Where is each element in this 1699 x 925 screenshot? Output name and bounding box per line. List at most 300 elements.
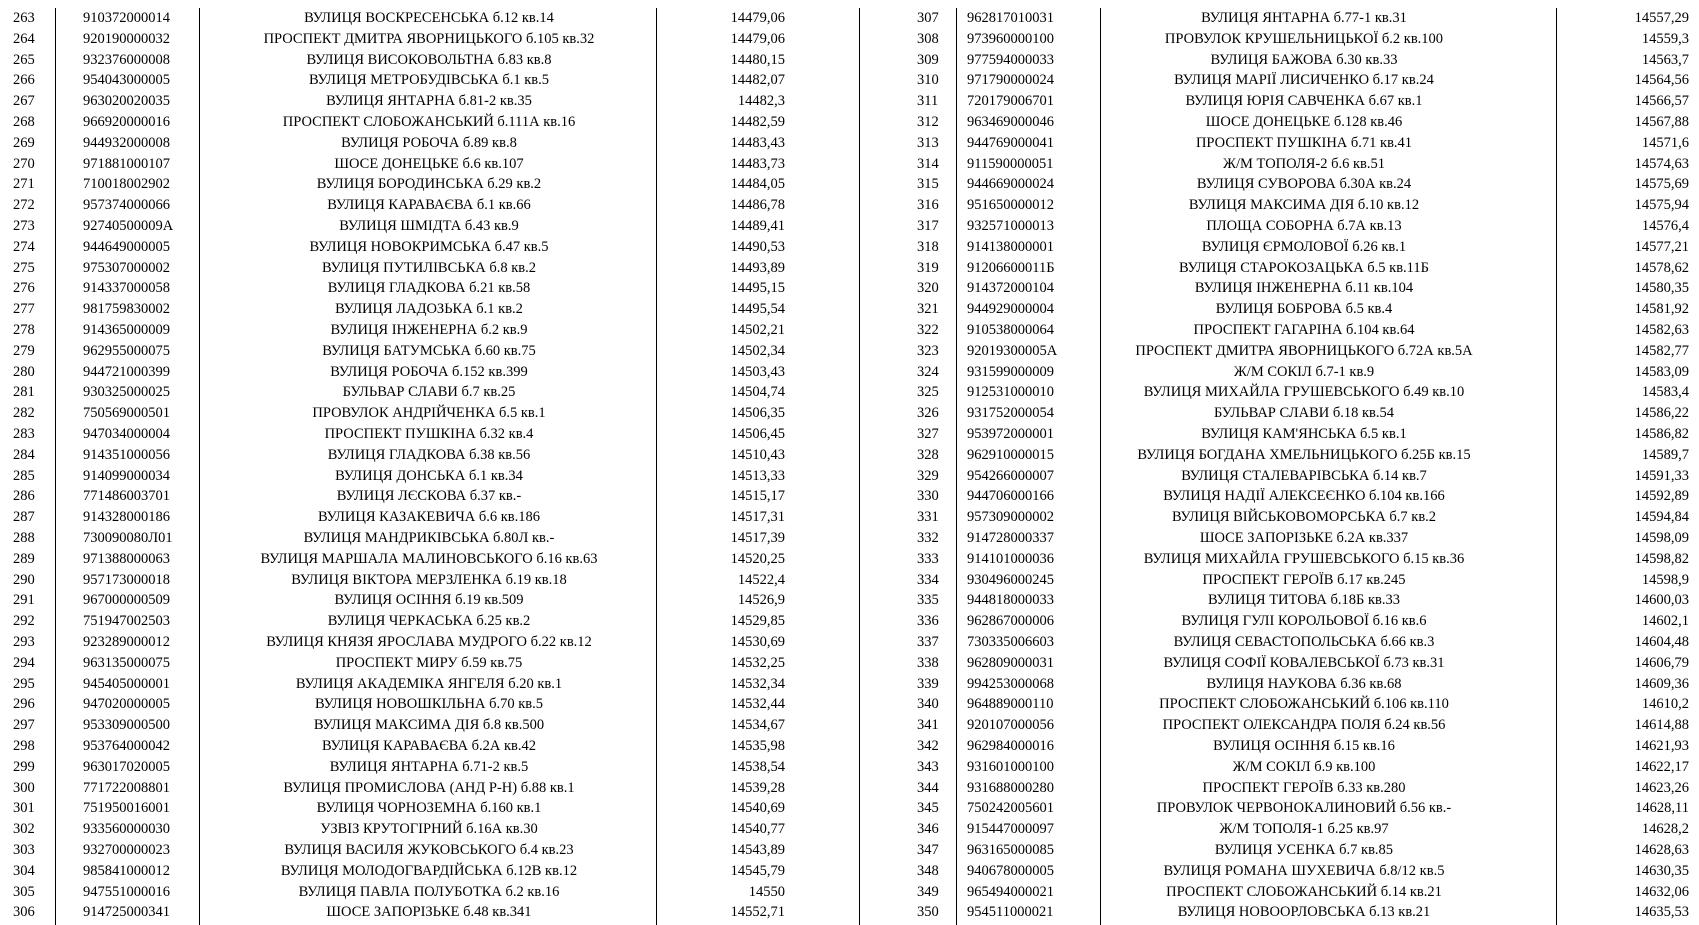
right-table xyxy=(889,8,1699,925)
amount: 14517,31 xyxy=(730,509,785,526)
address: ВУЛИЦЯ ЯНТАРНА б.77-1 кв.31 xyxy=(1201,10,1407,26)
row-number: 280 xyxy=(13,363,35,380)
row-number: 287 xyxy=(13,509,35,526)
account-number: 914101000036 xyxy=(967,550,1054,567)
amount: 14574,63 xyxy=(1634,155,1689,172)
row-number: 349 xyxy=(917,883,939,900)
row-number: 319 xyxy=(917,259,939,276)
account-number: 931601000100 xyxy=(967,758,1054,775)
address: ПРОСПЕКТ СЛОБОЖАНСЬКИЙ б.106 кв.110 xyxy=(1159,696,1449,713)
row-number: 264 xyxy=(13,30,35,47)
account-number: 911590000051 xyxy=(967,155,1054,172)
row-number: 336 xyxy=(917,613,939,630)
account-number: 977594000033 xyxy=(967,51,1054,68)
table-row xyxy=(889,778,1699,799)
table-row xyxy=(889,320,1699,341)
address: ВУЛИЦЯ ВІЙСЬКОВОМОРСЬКА б.7 кв.2 xyxy=(1171,509,1437,526)
amount: 14580,35 xyxy=(1634,280,1689,297)
account-number: 751950016001 xyxy=(83,800,170,817)
row-number: 276 xyxy=(13,280,35,297)
row-number: 331 xyxy=(917,509,939,526)
address: ВУЛИЦЯ АКАДЕМІКА ЯНГЕЛЯ б.20 кв.1 xyxy=(295,675,563,692)
table-row xyxy=(0,466,860,487)
table-row xyxy=(889,8,1699,29)
row-number: 310 xyxy=(917,72,939,89)
amount: 14495,15 xyxy=(730,280,785,297)
account-number: 910538000064 xyxy=(967,322,1054,338)
amount: 14564,56 xyxy=(1634,72,1689,89)
table-row xyxy=(0,778,860,799)
account-number: 944669000024 xyxy=(967,176,1054,193)
table-row xyxy=(889,362,1699,383)
table-row xyxy=(0,507,860,528)
table-row xyxy=(0,902,860,923)
table-row xyxy=(0,237,860,258)
account-number: 971790000024 xyxy=(967,72,1054,89)
amount: 14632,06 xyxy=(1634,883,1689,900)
account-number: 940678000005 xyxy=(967,862,1054,879)
table-row xyxy=(889,549,1699,570)
row-number: 277 xyxy=(13,301,35,318)
address: УЗВІЗ КРУТОГІРНИЙ б.16А кв.30 xyxy=(320,821,538,838)
address: ВУЛИЦЯ ГУЛІ КОРОЛЬОВОЇ б.16 кв.6 xyxy=(1181,613,1427,630)
account-number: 963020020035 xyxy=(83,93,170,110)
address: ВУЛИЦЯ ТИТОВА б.18Б кв.33 xyxy=(1208,592,1400,609)
table-row xyxy=(0,840,860,861)
amount: 14486,78 xyxy=(730,197,785,214)
row-number: 295 xyxy=(13,675,35,692)
address: ВУЛИЦЯ БОГДАНА ХМЕЛЬНИЦЬКОГО б.25Б кв.15 xyxy=(1137,446,1471,463)
address: БУЛЬВАР СЛАВИ б.18 кв.54 xyxy=(1213,405,1395,422)
table-row xyxy=(889,258,1699,279)
amount: 14575,94 xyxy=(1634,197,1689,214)
address: ВУЛИЦЯ МИХАЙЛА ГРУШЕВСЬКОГО б.49 кв.10 xyxy=(1143,384,1465,401)
account-number: 92019300005А xyxy=(967,342,1058,359)
address: ВУЛИЦЯ ІНЖЕНЕРНА б.2 кв.9 xyxy=(330,322,528,338)
row-number: 312 xyxy=(917,114,939,130)
amount: 14517,39 xyxy=(730,530,785,546)
account-number: 981759830002 xyxy=(83,301,170,318)
amount: 14583,4 xyxy=(1641,384,1689,401)
account-number: 931752000054 xyxy=(967,405,1054,422)
account-number: 962984000016 xyxy=(967,738,1054,754)
table-row xyxy=(0,133,860,154)
account-number: 932376000008 xyxy=(83,51,170,68)
amount: 14495,54 xyxy=(730,301,785,318)
row-number: 271 xyxy=(13,176,35,193)
table-row xyxy=(889,798,1699,819)
table-row xyxy=(889,861,1699,882)
table-row xyxy=(0,882,860,903)
account-number: 933560000030 xyxy=(83,821,170,838)
amount: 14526,9 xyxy=(737,592,785,609)
address: ВУЛИЦЯ МАКСИМА ДІЯ б.8 кв.500 xyxy=(313,717,545,734)
address: ВУЛИЦЯ СТАЛЕВАРІВСЬКА б.14 кв.7 xyxy=(1181,467,1427,484)
row-number: 281 xyxy=(13,384,35,401)
account-number: 914372000104 xyxy=(967,280,1054,297)
account-number: 966920000016 xyxy=(83,114,170,130)
account-number: 957173000018 xyxy=(83,571,170,588)
row-number: 317 xyxy=(917,218,939,234)
amount: 14598,9 xyxy=(1641,571,1689,588)
account-number: 944769000041 xyxy=(967,134,1054,151)
account-number: 771722008801 xyxy=(83,779,170,796)
row-number: 320 xyxy=(917,280,939,297)
account-number: 963165000085 xyxy=(967,842,1054,858)
account-number: 730335006603 xyxy=(967,634,1054,650)
address: ВУЛИЦЯ НОВОШКІЛЬНА б.70 кв.5 xyxy=(314,696,544,713)
address: ВУЛИЦЯ ОСІННЯ б.19 кв.509 xyxy=(334,592,524,609)
table-row xyxy=(889,50,1699,71)
address: ВУЛИЦЯ ІНЖЕНЕРНА б.11 кв.104 xyxy=(1194,280,1414,297)
amount: 14543,89 xyxy=(730,842,785,858)
row-number: 286 xyxy=(13,488,35,505)
left-table xyxy=(0,8,860,925)
table-row xyxy=(0,382,860,403)
address: Ж/М СОКІЛ б.9 кв.100 xyxy=(1232,758,1376,775)
row-number: 340 xyxy=(917,696,939,713)
table-row xyxy=(0,570,860,591)
address: ВУЛИЦЯ ЛАДОЗЬКА б.1 кв.2 xyxy=(335,301,523,318)
row-number: 307 xyxy=(917,10,939,26)
account-number: 944929000004 xyxy=(967,301,1054,318)
row-number: 322 xyxy=(917,322,939,338)
address: ВУЛИЦЯ СЕВАСТОПОЛЬСЬКА б.66 кв.3 xyxy=(1173,634,1435,650)
amount: 14622,17 xyxy=(1634,758,1689,775)
row-number: 342 xyxy=(917,738,939,754)
table-row xyxy=(889,528,1699,549)
account-number: 963469000046 xyxy=(967,114,1054,130)
row-number: 272 xyxy=(13,197,35,214)
amount: 14502,34 xyxy=(730,342,785,359)
account-number: 957309000002 xyxy=(967,509,1054,526)
address: ВУЛИЦЯ ВОСКРЕСЕНСЬКА б.12 кв.14 xyxy=(304,10,554,26)
account-number: 931688000280 xyxy=(967,779,1054,796)
row-number: 275 xyxy=(13,259,35,276)
address: ВУЛИЦЯ ГЛАДКОВА б.21 кв.58 xyxy=(327,280,531,297)
address: ПРОВУЛОК АНДРІЙЧЕНКА б.5 кв.1 xyxy=(312,405,546,422)
row-number: 333 xyxy=(917,550,939,567)
amount: 14484,05 xyxy=(730,176,785,193)
address: ВУЛИЦЯ ЛЄСКОВА б.37 кв.- xyxy=(336,488,522,505)
amount: 14563,7 xyxy=(1641,51,1689,68)
table-row xyxy=(889,674,1699,695)
amount: 14600,03 xyxy=(1634,592,1689,609)
row-number: 290 xyxy=(13,571,35,588)
account-number: 944932000008 xyxy=(83,134,170,151)
address: ВУЛИЦЯ УСЕНКА б.7 кв.85 xyxy=(1214,842,1394,858)
account-number: 914365000009 xyxy=(83,322,170,338)
address: ВУЛИЦЯ ДОНСЬКА б.1 кв.34 xyxy=(335,467,523,484)
amount: 14513,33 xyxy=(730,467,785,484)
table-row xyxy=(0,195,860,216)
address: ВУЛИЦЯ СУВОРОВА б.30А кв.24 xyxy=(1196,176,1412,193)
table-row xyxy=(889,91,1699,112)
address: ВУЛИЦЯ ШМІДТА б.43 кв.9 xyxy=(339,218,519,234)
account-number: 954511000021 xyxy=(967,904,1054,921)
account-number: 944649000005 xyxy=(83,238,170,255)
amount: 14582,63 xyxy=(1634,322,1689,338)
table-row xyxy=(0,445,860,466)
table-row xyxy=(889,694,1699,715)
row-number: 273 xyxy=(13,218,35,234)
account-number: 914725000341 xyxy=(83,904,170,921)
amount: 14586,82 xyxy=(1634,426,1689,442)
amount: 14483,73 xyxy=(730,155,785,172)
row-number: 289 xyxy=(13,550,35,567)
account-number: 710018002902 xyxy=(83,176,170,193)
table-row xyxy=(889,757,1699,778)
account-number: 910372000014 xyxy=(83,10,170,26)
address: ПРОВУЛОК КРУШЕЛЬНИЦЬКОЇ б.2 кв.100 xyxy=(1164,30,1444,47)
row-number: 341 xyxy=(917,717,939,734)
address: ШОСЕ ЗАПОРІЗЬКЕ б.2А кв.337 xyxy=(1199,530,1409,546)
table-row xyxy=(889,424,1699,445)
row-number: 294 xyxy=(13,654,35,671)
table-row xyxy=(889,299,1699,320)
amount: 14482,07 xyxy=(730,72,785,89)
table-row xyxy=(889,819,1699,840)
row-number: 305 xyxy=(13,883,35,900)
account-number: 914351000056 xyxy=(83,446,170,463)
table-row xyxy=(889,382,1699,403)
amount: 14529,85 xyxy=(730,613,785,630)
address: ВУЛИЦЯ ВИСОКОВОЛЬТНА б.83 кв.8 xyxy=(306,51,552,68)
account-number: 962955000075 xyxy=(83,342,170,359)
row-number: 285 xyxy=(13,467,35,484)
amount: 14520,25 xyxy=(730,550,785,567)
row-number: 339 xyxy=(917,675,939,692)
amount: 14482,59 xyxy=(730,114,785,130)
row-number: 306 xyxy=(13,904,35,921)
address: ВУЛИЦЯ КАЗАКЕВИЧА б.6 кв.186 xyxy=(317,509,541,526)
address: ПРОСПЕКТ МИРУ б.59 кв.75 xyxy=(335,654,523,671)
address: ПРОСПЕКТ ОЛЕКСАНДРА ПОЛЯ б.24 кв.56 xyxy=(1162,717,1446,734)
table-row xyxy=(0,174,860,195)
amount: 14532,34 xyxy=(730,675,785,692)
amount: 14609,36 xyxy=(1634,675,1689,692)
table-row xyxy=(889,611,1699,632)
amount: 14591,33 xyxy=(1634,467,1689,484)
amount: 14628,2 xyxy=(1641,821,1689,838)
amount: 14567,88 xyxy=(1634,114,1689,130)
table-row xyxy=(889,507,1699,528)
account-number: 962867000006 xyxy=(967,613,1054,630)
table-row xyxy=(0,528,860,549)
account-number: 920107000056 xyxy=(967,717,1054,734)
account-number: 730090080Л01 xyxy=(83,530,173,546)
amount: 14566,57 xyxy=(1634,93,1689,110)
account-number: 920190000032 xyxy=(83,30,170,47)
row-number: 325 xyxy=(917,384,939,401)
table-row xyxy=(0,50,860,71)
address: ПЛОЩА СОБОРНА б.7А кв.13 xyxy=(1206,218,1402,234)
address: ВУЛИЦЯ ЧЕРКАСЬКА б.25 кв.2 xyxy=(327,613,531,630)
address: ВУЛИЦЯ ГЛАДКОВА б.38 кв.56 xyxy=(327,446,531,463)
table-row xyxy=(0,341,860,362)
row-number: 324 xyxy=(917,363,939,380)
account-number: 751947002503 xyxy=(83,613,170,630)
amount: 14621,93 xyxy=(1634,738,1689,754)
address: ВУЛИЦЯ СОФІЇ КОВАЛЕВСЬКОЇ б.73 кв.31 xyxy=(1163,654,1445,671)
table-row xyxy=(0,29,860,50)
amount: 14594,84 xyxy=(1634,509,1689,526)
amount: 14581,92 xyxy=(1634,301,1689,318)
address: ВУЛИЦЯ МИХАЙЛА ГРУШЕВСЬКОГО б.15 кв.36 xyxy=(1143,550,1465,567)
row-number: 282 xyxy=(13,405,35,422)
address: ВУЛИЦЯ НОВОКРИМСЬКА б.47 кв.5 xyxy=(309,238,549,255)
amount: 14628,11 xyxy=(1635,800,1689,817)
row-number: 314 xyxy=(917,155,939,172)
amount: 14602,1 xyxy=(1641,613,1689,630)
address: ВУЛИЦЯ ОСІННЯ б.15 кв.16 xyxy=(1213,738,1395,754)
account-number: 957374000066 xyxy=(83,197,170,214)
address: ПРОСПЕКТ ГЕРОЇВ б.33 кв.280 xyxy=(1202,779,1406,796)
amount: 14550 xyxy=(748,883,785,900)
amount: 14604,48 xyxy=(1634,634,1689,650)
amount: 14482,3 xyxy=(737,93,785,110)
row-number: 313 xyxy=(917,134,939,151)
account-number: 914728000337 xyxy=(967,530,1054,546)
account-number: 915447000097 xyxy=(967,821,1054,838)
address: ПРОСПЕКТ ГАГАРІНА б.104 кв.64 xyxy=(1193,322,1415,338)
row-number: 302 xyxy=(13,821,35,838)
row-number: 267 xyxy=(13,93,35,110)
amount: 14483,43 xyxy=(730,134,785,151)
account-number: 971881000107 xyxy=(83,155,170,172)
amount: 14578,62 xyxy=(1634,259,1689,276)
address: ВУЛИЦЯ РОБОЧА б.152 кв.399 xyxy=(330,363,528,380)
address: ВУЛИЦЯ НОВООРЛОВСЬКА б.13 кв.21 xyxy=(1177,904,1431,921)
account-number: 720179006701 xyxy=(967,93,1054,110)
amount: 14479,06 xyxy=(730,30,785,47)
account-number: 947034000004 xyxy=(83,426,170,442)
account-number: 92740500009А xyxy=(83,218,174,234)
table-row xyxy=(889,133,1699,154)
address: БУЛЬВАР СЛАВИ б.7 кв.25 xyxy=(342,384,516,401)
amount: 14582,77 xyxy=(1634,342,1689,359)
account-number: 963135000075 xyxy=(83,654,170,671)
address: ПРОСПЕКТ ДМИТРА ЯВОРНИЦЬКОГО б.105 кв.32 xyxy=(263,30,595,47)
amount: 14552,71 xyxy=(730,904,785,921)
table-row xyxy=(0,8,860,29)
account-number: 967000000509 xyxy=(83,592,170,609)
table-row xyxy=(889,403,1699,424)
row-number: 266 xyxy=(13,72,35,89)
amount: 14540,69 xyxy=(730,800,785,817)
address: ВУЛИЦЯ ЧОРНОЗЕМНА б.160 кв.1 xyxy=(316,800,542,817)
address: ПРОСПЕКТ ПУШКІНА б.32 кв.4 xyxy=(324,426,534,442)
row-number: 297 xyxy=(13,717,35,734)
address: ВУЛИЦЯ МОЛОДОГВАРДІЙСЬКА б.12В кв.12 xyxy=(280,862,578,879)
row-number: 337 xyxy=(917,634,939,650)
account-number: 954266000007 xyxy=(967,467,1054,484)
account-number: 985841000012 xyxy=(83,862,170,879)
row-number: 327 xyxy=(917,426,939,442)
amount: 14586,22 xyxy=(1634,405,1689,422)
amount: 14592,89 xyxy=(1634,488,1689,505)
row-number: 334 xyxy=(917,571,939,588)
amount: 14540,77 xyxy=(730,821,785,838)
account-number: 930325000025 xyxy=(83,384,170,401)
address: ВУЛИЦЯ БОРОДИНСЬКА б.29 кв.2 xyxy=(316,176,542,193)
row-number: 292 xyxy=(13,613,35,630)
amount: 14576,4 xyxy=(1641,218,1689,234)
table-row xyxy=(889,174,1699,195)
amount: 14532,44 xyxy=(730,696,785,713)
account-number: 953764000042 xyxy=(83,738,170,754)
account-number: 932571000013 xyxy=(967,218,1054,234)
amount: 14598,82 xyxy=(1634,550,1689,567)
row-number: 343 xyxy=(917,758,939,775)
table-row xyxy=(889,341,1699,362)
account-number: 994253000068 xyxy=(967,675,1054,692)
account-number: 944818000033 xyxy=(967,592,1054,609)
row-number: 270 xyxy=(13,155,35,172)
address: ВУЛИЦЯ КАМ'ЯНСЬКА б.5 кв.1 xyxy=(1201,426,1407,442)
row-number: 263 xyxy=(13,10,35,26)
amount: 14589,7 xyxy=(1641,446,1689,463)
amount: 14559,3 xyxy=(1641,30,1689,47)
amount: 14504,74 xyxy=(730,384,785,401)
amount: 14510,43 xyxy=(730,446,785,463)
address: ПРОСПЕКТ ДМИТРА ЯВОРНИЦЬКОГО б.72А кв.5А xyxy=(1135,342,1473,359)
row-number: 300 xyxy=(13,779,35,796)
account-number: 914138000001 xyxy=(967,238,1054,255)
address: ШОСЕ ДОНЕЦЬКЕ б.128 кв.46 xyxy=(1205,114,1403,130)
account-number: 962809000031 xyxy=(967,654,1054,671)
address: ВУЛИЦЯ ЮРІЯ САВЧЕНКА б.67 кв.1 xyxy=(1185,93,1423,110)
row-number: 308 xyxy=(917,30,939,47)
address: ВУЛИЦЯ БАЖОВА б.30 кв.33 xyxy=(1210,51,1398,68)
row-number: 350 xyxy=(917,904,939,921)
table-row xyxy=(0,757,860,778)
address: ПРОСПЕКТ ГЕРОЇВ б.17 кв.245 xyxy=(1202,571,1406,588)
amount: 14538,54 xyxy=(730,758,785,775)
row-number: 269 xyxy=(13,134,35,151)
row-number: 303 xyxy=(13,842,35,858)
table-row xyxy=(0,798,860,819)
account-number: 953309000500 xyxy=(83,717,170,734)
row-number: 315 xyxy=(917,176,939,193)
account-number: 951650000012 xyxy=(967,197,1054,214)
table-row xyxy=(0,694,860,715)
account-number: 962817010031 xyxy=(967,10,1054,26)
address: ВУЛИЦЯ ПРОМИСЛОВА (АНД Р-Н) б.88 кв.1 xyxy=(283,779,575,796)
row-number: 346 xyxy=(917,821,939,838)
address: ВУЛИЦЯ ЯНТАРНА б.81-2 кв.35 xyxy=(326,93,532,110)
amount: 14577,21 xyxy=(1634,238,1689,255)
account-number: 771486003701 xyxy=(83,488,170,505)
account-number: 947020000005 xyxy=(83,696,170,713)
row-number: 338 xyxy=(917,654,939,671)
account-number: 914337000058 xyxy=(83,280,170,297)
amount: 14532,25 xyxy=(730,654,785,671)
table-row xyxy=(889,237,1699,258)
table-row xyxy=(889,736,1699,757)
row-number: 311 xyxy=(917,93,939,110)
table-row xyxy=(0,154,860,175)
account-number: 962910000015 xyxy=(967,446,1054,463)
amount: 14630,35 xyxy=(1634,862,1689,879)
row-number: 291 xyxy=(13,592,35,609)
table-row xyxy=(889,466,1699,487)
table-row xyxy=(0,632,860,653)
row-number: 347 xyxy=(917,842,939,858)
address: ШОСЕ ЗАПОРІЗЬКЕ б.48 кв.341 xyxy=(326,904,532,921)
table-row xyxy=(889,195,1699,216)
address: ВУЛИЦЯ ВАСИЛЯ ЖУКОВСЬКОГО б.4 кв.23 xyxy=(284,842,574,858)
